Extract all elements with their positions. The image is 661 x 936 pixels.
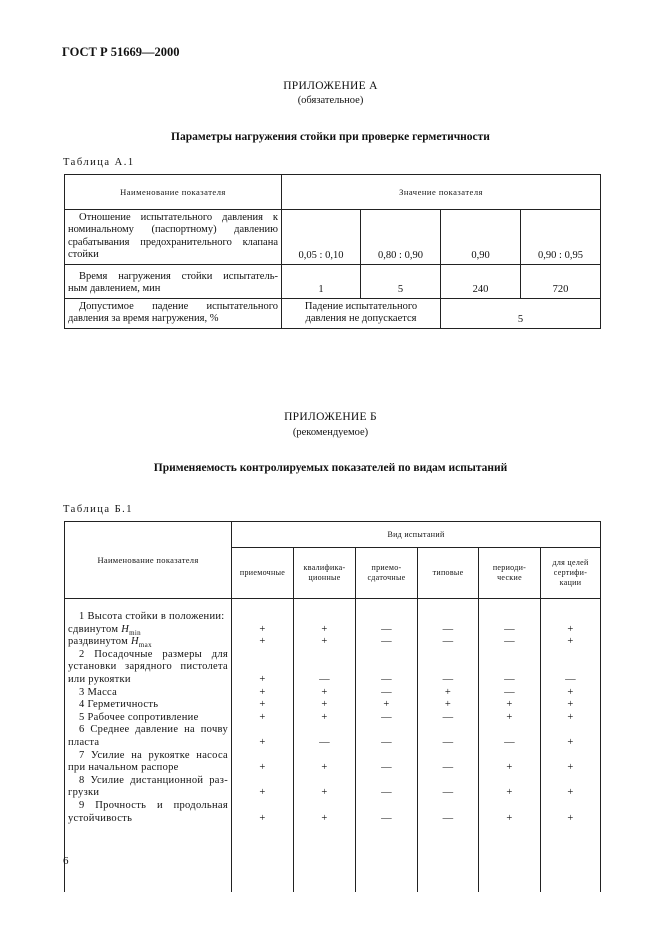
mark-cell: + [444, 686, 452, 698]
mark-cell [418, 750, 478, 763]
row-name: 7 Усилие на рукоятке насоса [79, 749, 228, 761]
mark-cell: + [567, 623, 574, 635]
mark-cell: — [319, 673, 330, 685]
mark-cell [294, 750, 355, 763]
table-cell: 5 [361, 265, 441, 299]
table-b1-label: Таблица Б.1 [63, 504, 134, 515]
row-name: раздвинутом $H_{max}$ [68, 636, 152, 649]
mark-cell: — [504, 636, 515, 648]
mark-cell: — [504, 673, 515, 685]
mark-cell: — [442, 711, 454, 723]
row-name: пласта [68, 736, 100, 748]
table-cell: 0,05 : 0,10 [282, 210, 361, 265]
row-name: устойчивость [68, 812, 133, 824]
row-name: 9 Прочность и продольная [79, 799, 228, 811]
mark-cell: — [504, 736, 515, 748]
table-cell: 0,80 : 0,90 [361, 210, 441, 265]
mark-cell: — [381, 736, 392, 748]
mark-cell: + [506, 711, 513, 723]
mark-cell [232, 724, 293, 737]
table-cell: 0,90 [441, 210, 521, 265]
column-header: типовые [418, 548, 479, 599]
mark-cell: + [383, 699, 390, 711]
row-name: 6 Среднее давление на почву [79, 724, 228, 736]
table-a1-header-value: Значение показателя [282, 175, 601, 210]
table-cell: 240 [441, 265, 521, 299]
appendix-b-status: (рекомендуемое) [292, 427, 369, 438]
row-name: Допустимое падение испытательного давления за время нагружения, % [65, 299, 282, 329]
appendix-b-heading: Применяемость контролируемых показателей по видам испытаний [153, 462, 508, 474]
mark-cell: + [259, 686, 266, 698]
mark-cell: — [442, 787, 454, 799]
mark-cell: — [381, 812, 392, 824]
mark-cell [479, 775, 540, 788]
mark-cell [294, 611, 355, 624]
mark-cell [294, 775, 355, 788]
mark-cell [232, 750, 293, 763]
mark-cell [232, 611, 293, 624]
mark-cell [294, 800, 355, 813]
mark-cell: — [442, 636, 454, 648]
mark-cell: — [381, 623, 392, 635]
mark-cell: + [567, 699, 574, 711]
mark-cell: — [442, 673, 454, 685]
mark-cell: + [321, 711, 328, 723]
mark-cell [418, 611, 478, 624]
table-b1-header-name: Наименование показателя [65, 522, 232, 599]
row-name: 5 Рабочее сопротивление [79, 711, 199, 723]
mark-cell [541, 724, 600, 737]
mark-cell: + [321, 623, 328, 635]
table-cell: 1 [282, 265, 361, 299]
mark-cell: — [319, 736, 330, 748]
mark-cell [479, 649, 540, 662]
mark-cell [479, 800, 540, 813]
mark-cell [356, 661, 417, 674]
table-b1-name-column [65, 599, 232, 893]
mark-cell: — [381, 787, 392, 799]
mark-cell: — [504, 686, 515, 698]
marks-column [418, 599, 479, 893]
mark-cell [356, 750, 417, 763]
table-row [65, 210, 601, 265]
mark-cell: + [259, 699, 266, 711]
mark-cell: — [504, 623, 515, 635]
mark-cell [479, 724, 540, 737]
mark-cell [356, 649, 417, 662]
mark-cell [294, 649, 355, 662]
table-cell: 5 [441, 299, 601, 329]
mark-cell: + [321, 787, 328, 799]
mark-cell: + [567, 736, 574, 748]
row-name: 3 Масса [79, 686, 118, 698]
table-cell: 0,90 : 0,95 [521, 210, 601, 265]
mark-cell: — [381, 673, 392, 685]
mark-cell: + [321, 699, 328, 711]
table-row [65, 265, 601, 299]
mark-cell [232, 649, 293, 662]
mark-cell: + [567, 711, 574, 723]
mark-cell [356, 724, 417, 737]
column-header: приемо-сдаточные [356, 548, 418, 599]
mark-cell [356, 800, 417, 813]
mark-cell [479, 611, 540, 624]
row-name: 1 Высота стойки в положении: [79, 611, 225, 622]
mark-cell: + [567, 762, 574, 774]
mark-cell: — [381, 686, 392, 698]
mark-cell [356, 611, 417, 624]
marks-column [479, 599, 541, 893]
row-name: Время нагружения стойки испытатель- ным давлением, мин [65, 265, 282, 299]
mark-cell: + [321, 636, 328, 648]
appendix-b-title: ПРИЛОЖЕНИЕ Б [284, 411, 377, 423]
mark-cell [541, 611, 600, 624]
marks-column [232, 599, 294, 893]
mark-cell: + [321, 812, 328, 824]
mark-cell [479, 750, 540, 763]
mark-cell: + [567, 686, 574, 698]
row-name: грузки [68, 787, 100, 799]
marks-column [294, 599, 356, 893]
mark-cell: + [567, 812, 574, 824]
table-b1-header-group: Вид испытаний [232, 522, 601, 548]
mark-cell [418, 724, 478, 737]
mark-cell: — [381, 762, 392, 774]
row-name: Отношение испытательного давления к номинальному (паспортному) давлению срабатывания предохранительного клапана стойки [65, 210, 282, 265]
mark-cell [541, 661, 600, 674]
appendix-a-heading: Параметры нагружения стойки при проверке герметичности [171, 131, 490, 143]
mark-cell: + [567, 787, 574, 799]
mark-cell: + [506, 699, 513, 711]
mark-cell: + [259, 812, 266, 824]
mark-cell: + [321, 762, 328, 774]
table-cell-merged: Падение испытательного давления не допускается [282, 299, 441, 329]
mark-cell: — [381, 711, 392, 723]
mark-cell: + [259, 711, 266, 723]
row-name: 4 Герметичность [79, 699, 159, 711]
table-a1 [64, 174, 601, 329]
column-header: приемочные [232, 548, 294, 599]
mark-cell [479, 661, 540, 674]
mark-cell [418, 661, 478, 674]
table-b1 [64, 521, 601, 892]
mark-cell [294, 661, 355, 674]
mark-cell [232, 800, 293, 813]
mark-cell: + [321, 686, 328, 698]
mark-cell [541, 775, 600, 788]
row-name: сдвинутом $H_{min}$ [68, 623, 141, 637]
mark-cell: + [567, 636, 574, 648]
table-a1-header-name: Наименование показателя [65, 175, 282, 210]
row-name: при начальном распоре [68, 762, 179, 774]
column-header: для целей сертифи-кации [541, 548, 601, 599]
mark-cell: + [506, 812, 513, 824]
mark-cell: — [442, 812, 454, 824]
row-name: установки зарядного пистолета [68, 661, 228, 673]
mark-cell [294, 724, 355, 737]
mark-cell [232, 661, 293, 674]
mark-cell [356, 775, 417, 788]
mark-cell: — [442, 623, 454, 635]
mark-cell: + [259, 736, 266, 748]
mark-cell: + [259, 762, 266, 774]
document-code: ГОСТ Р 51669—2000 [62, 45, 180, 59]
page-number: 6 [63, 855, 69, 867]
appendix-a-status: (обязательное) [297, 95, 364, 106]
mark-cell [418, 649, 478, 662]
table-cell: 720 [521, 265, 601, 299]
row-name: 8 Усилие дистанционной раз- [79, 774, 228, 786]
mark-cell: + [259, 787, 266, 799]
mark-cell: + [259, 623, 266, 635]
appendix-a-title: ПРИЛОЖЕНИЕ А [283, 80, 378, 92]
mark-cell: + [506, 762, 513, 774]
table-row [65, 299, 601, 329]
column-header: периоди-ческие [479, 548, 541, 599]
mark-cell: — [565, 673, 576, 685]
mark-cell [418, 800, 478, 813]
mark-cell: + [259, 636, 266, 648]
mark-cell: — [381, 636, 392, 648]
mark-cell: + [259, 673, 266, 685]
mark-cell: + [444, 699, 452, 711]
mark-cell [232, 775, 293, 788]
marks-column [356, 599, 418, 893]
mark-cell [541, 800, 600, 813]
row-name: или рукоятки [68, 673, 131, 685]
mark-cell: + [506, 787, 513, 799]
row-name: 2 Посадочные размеры для [79, 648, 228, 660]
table-a1-label: Таблица А.1 [63, 157, 135, 168]
mark-cell [418, 775, 478, 788]
mark-cell [541, 649, 600, 662]
mark-cell: — [442, 736, 454, 748]
column-header: квалифика-ционные [294, 548, 356, 599]
mark-cell: — [442, 762, 454, 774]
marks-column [541, 599, 601, 893]
mark-cell [541, 750, 600, 763]
